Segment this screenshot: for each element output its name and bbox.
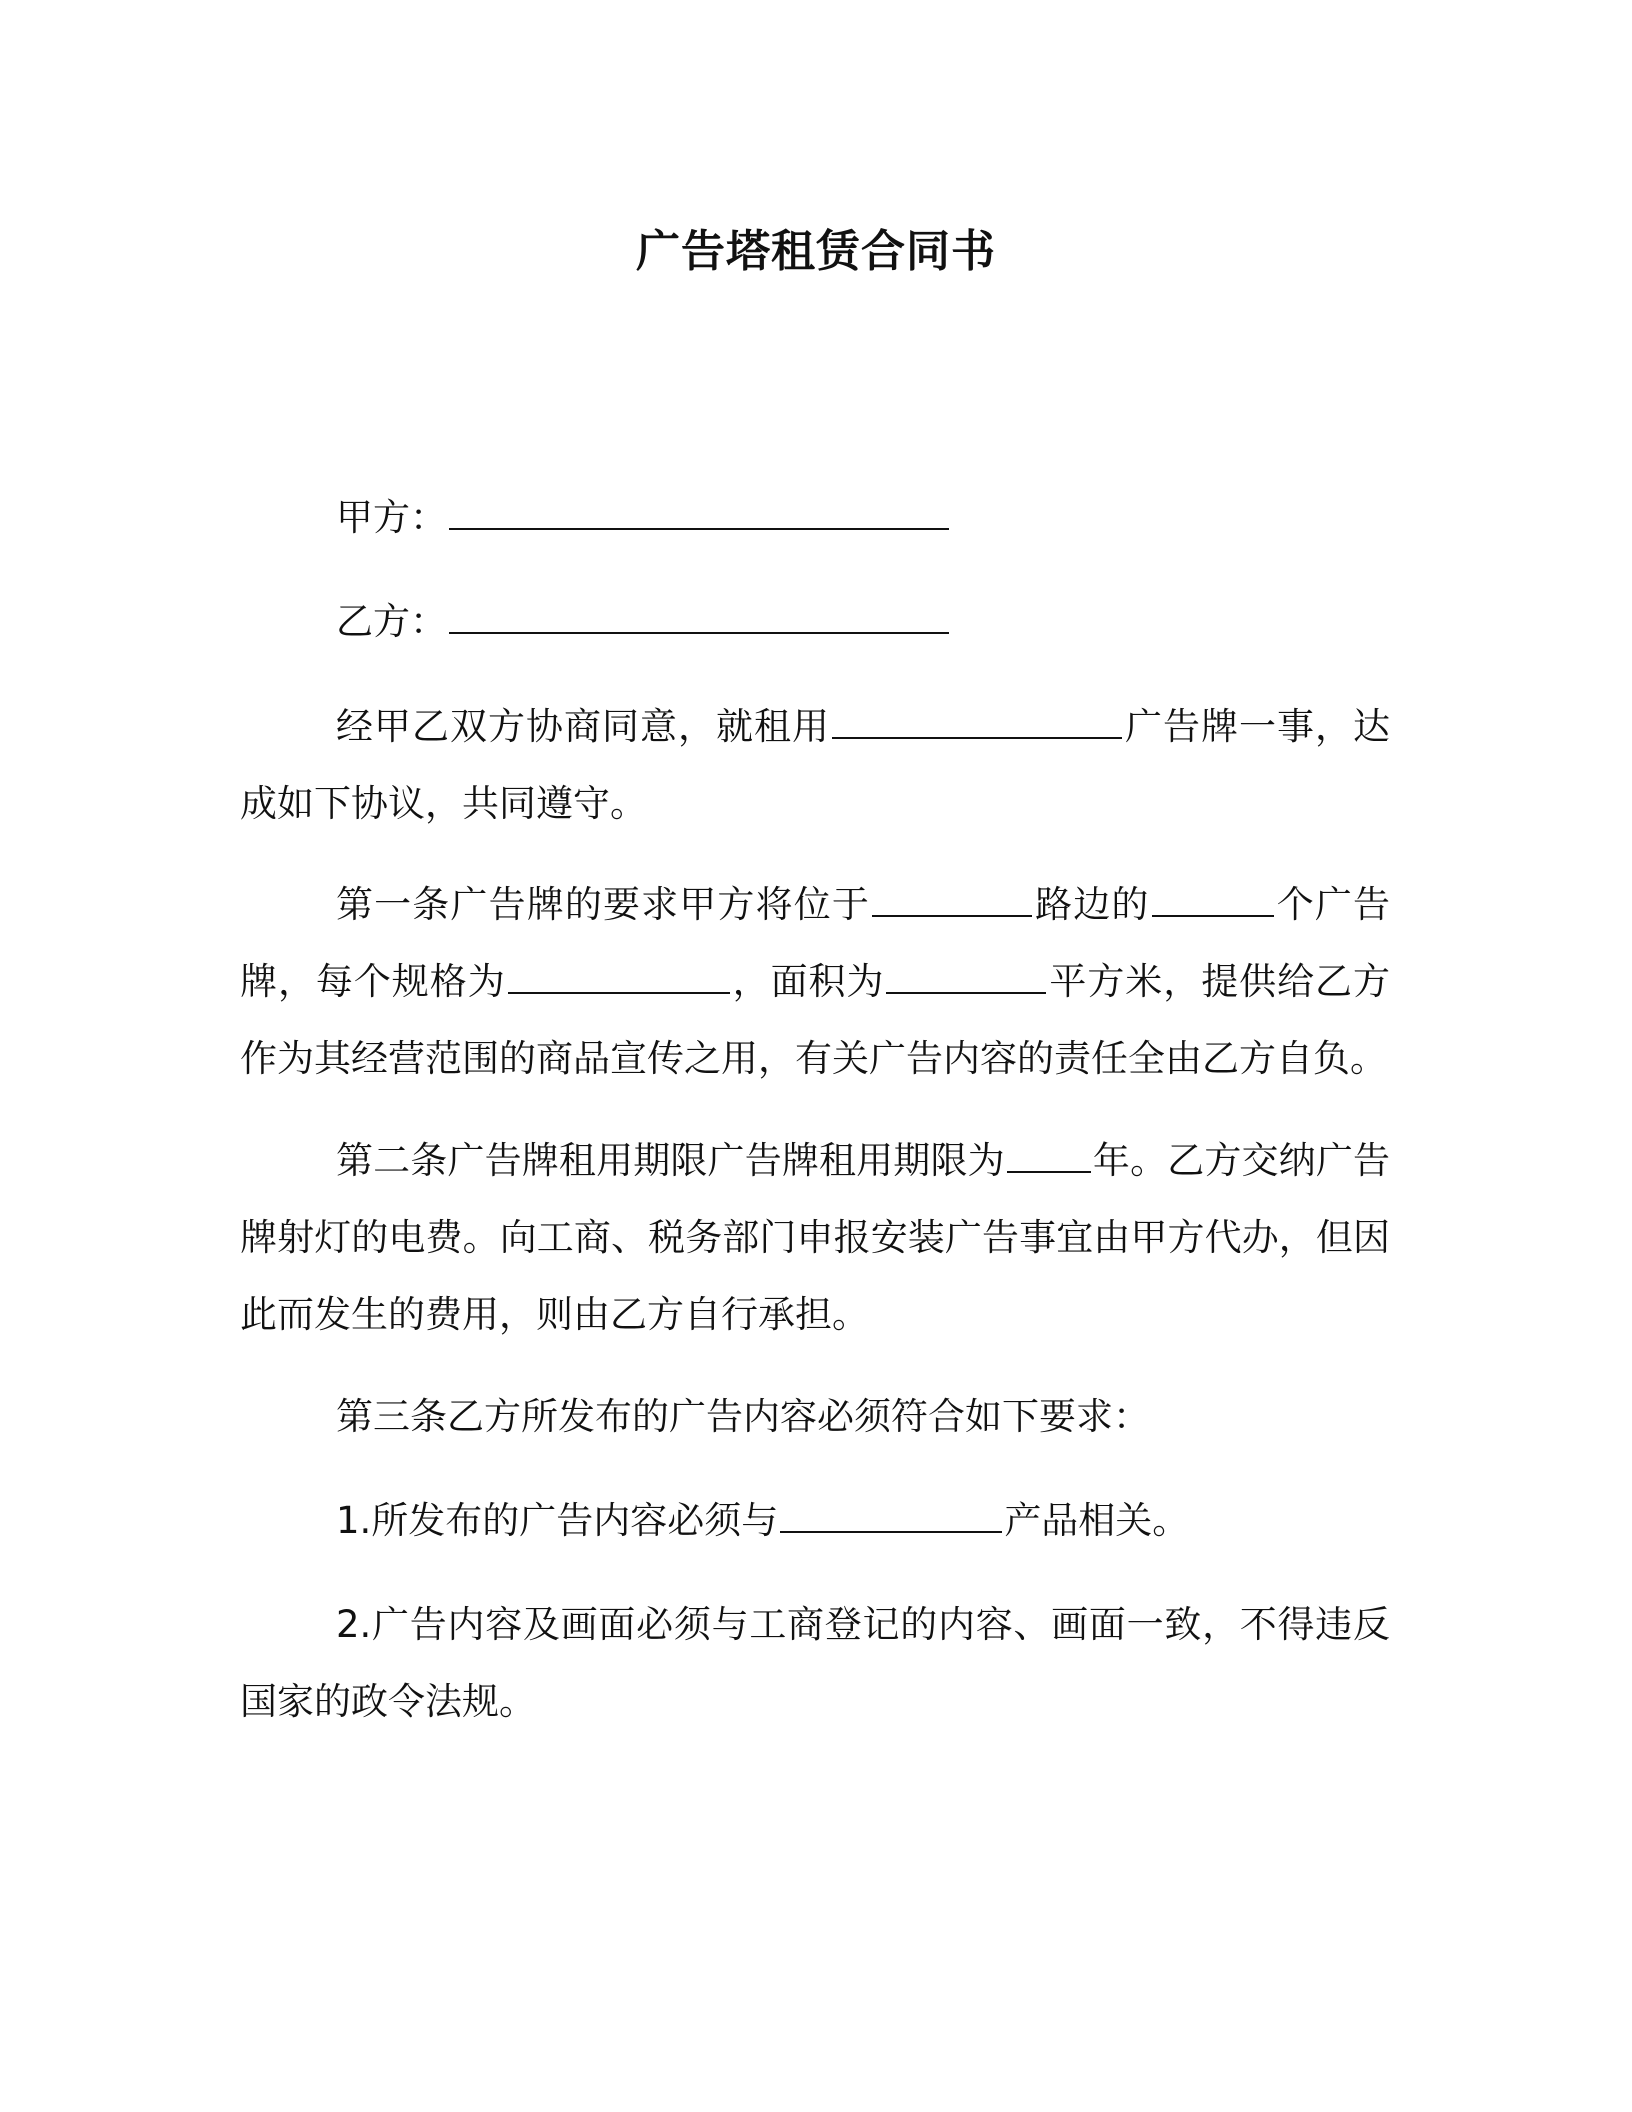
article-1-blank-count <box>1152 883 1274 917</box>
article-1-text-5: 平方米，提供给乙方作为其经营范围的商品宣传之用，有关广告内容的责任全由乙方自负。 <box>240 960 1391 1080</box>
article-2-blank-years <box>1007 1139 1091 1173</box>
article-3-item-1 <box>240 1482 1390 1559</box>
article-3-item-2: 2.广告内容及画面必须与工商登记的内容、画面一致，不得违反国家的政令法规。 <box>240 1603 1390 1723</box>
article-1-paragraph <box>240 866 1390 1097</box>
party-b-line <box>336 592 951 652</box>
article-2-text-2: 年。乙方交纳广告牌射灯的电费。向工商、税务部门申报安装广告事宜由甲方代办，但因此而发生的费用，则由乙方自行承担。 <box>240 1139 1391 1336</box>
article-1-blank-area <box>886 960 1046 994</box>
article-2-paragraph <box>240 1122 1390 1353</box>
article-1-blank-spec <box>508 960 730 994</box>
article-3-item-1-blank <box>780 1499 1002 1533</box>
intro-blank <box>832 705 1122 739</box>
party-b-label: 乙方： <box>336 600 447 643</box>
article-1-text-1: 第一条广告牌的要求甲方将位于 <box>336 883 870 926</box>
article-3-heading: 第三条乙方所发布的广告内容必须符合如下要求： <box>336 1395 1150 1438</box>
party-a-line <box>336 488 951 548</box>
article-3-item-1-text-1: 1.所发布的广告内容必须与 <box>336 1499 779 1542</box>
article-1-blank-road <box>872 883 1032 917</box>
article-1-text-3: 个广告牌，每个规格为 <box>240 883 1391 1003</box>
document-title: 广告塔租赁合同书 <box>636 226 996 277</box>
party-b-blank <box>449 600 949 634</box>
article-3-item-1-text-2: 产品相关。 <box>1004 1499 1190 1542</box>
article-1-text-2: 路边的 <box>1034 883 1150 926</box>
party-a-label: 甲方： <box>336 496 447 539</box>
article-1-text-4: ，面积为 <box>731 960 885 1003</box>
intro-text-1: 经甲乙双方协商同意，就租用 <box>336 705 830 748</box>
intro-text-2: 广告牌一事，达成如下协议，共同遵守。 <box>240 705 1390 825</box>
intro-paragraph <box>240 688 1390 842</box>
article-2-text-1: 第二条广告牌租用期限广告牌租用期限为 <box>336 1139 1005 1182</box>
party-a-blank <box>449 496 949 530</box>
